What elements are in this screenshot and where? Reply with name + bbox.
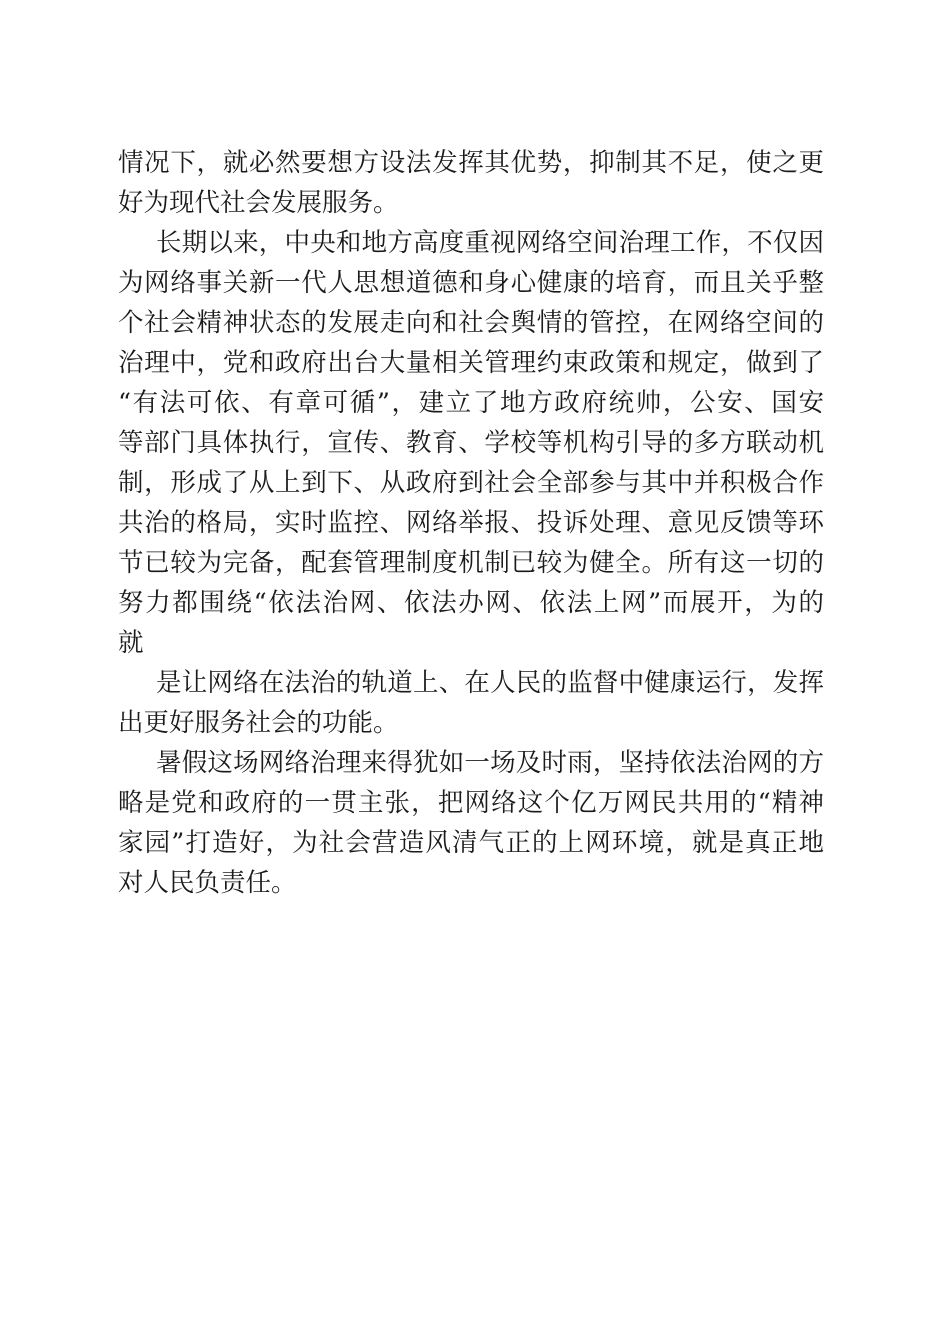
text-line: 好为现代社会发展服务。	[118, 188, 399, 218]
text-line: 个社会精神状态的发展走向和社会舆情的管控，在网络空间的	[118, 308, 824, 338]
text-line: “有法可依、有章可循”，建立了地方政府统帅，公安、国安	[118, 388, 824, 418]
paragraph-first-line: 暑假这场网络治理来得犹如一场及时雨，坚持依法治网的方	[156, 748, 824, 778]
text-line: 努力都围绕“依法治网、依法办网、依法上网”而展开，为的	[118, 588, 824, 618]
text-line: 节已较为完备，配套管理制度机制已较为健全。所有这一切的	[118, 548, 824, 578]
text-line: 略是党和政府的一贯主张，把网络这个亿万网民共用的“精神	[118, 788, 824, 818]
text-line: 等部门具体执行，宣传、教育、学校等机构引导的多方联动机	[118, 428, 824, 458]
text-line: 出更好服务社会的功能。	[118, 708, 399, 738]
document-body	[118, 143, 824, 903]
paragraph-first-line: 长期以来，中央和地方高度重视网络空间治理工作，不仅因	[156, 228, 824, 258]
text-line: 制，形成了从上到下、从政府到社会全部参与其中并积极合作	[118, 468, 824, 498]
text-line: 共治的格局，实时监控、网络举报、投诉处理、意见反馈等环	[118, 508, 824, 538]
paragraph-first-line: 是让网络在法治的轨道上、在人民的监督中健康运行，发挥	[156, 668, 824, 698]
text-line: 对人民负责任。	[118, 868, 297, 898]
text-line: 家园”打造好，为社会营造风清气正的上网环境，就是真正地	[118, 828, 824, 858]
text-line: 情况下，就必然要想方设法发挥其优势，抑制其不足，使之更	[118, 148, 824, 178]
text-line: 就	[118, 628, 144, 658]
text-line: 为网络事关新一代人思想道德和身心健康的培育，而且关乎整	[118, 268, 824, 298]
text-line: 治理中，党和政府出台大量相关管理约束政策和规定，做到了	[118, 348, 824, 378]
